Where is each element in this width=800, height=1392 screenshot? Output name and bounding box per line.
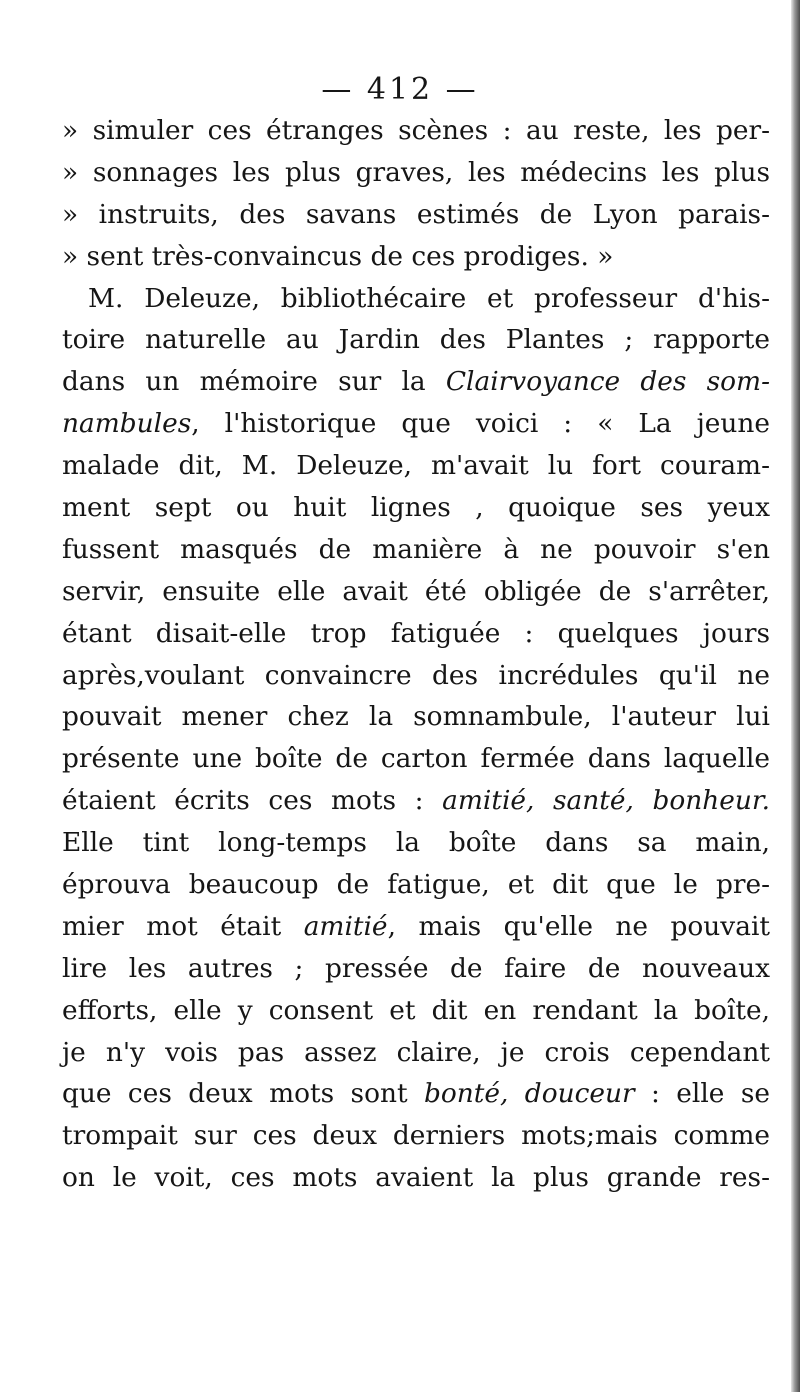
- text-segment: » sent très-convaincus de ces prodiges. »: [62, 240, 614, 272]
- text-segment: présente une boîte de carton fermée dans laquelle: [62, 743, 770, 775]
- text-segment: ment sept ou huit lignes , quoique ses yeux: [62, 492, 770, 524]
- text-segment: pouvait mener chez la somnambule, l'auteur lui: [62, 701, 770, 733]
- text-segment: , mais qu'elle ne pouvait: [387, 910, 770, 942]
- text-line: [62, 696, 770, 738]
- text-segment: » sonnages les plus graves, les médecins les plus: [62, 156, 770, 188]
- text-line: [62, 278, 770, 320]
- text-segment: fussent masqués de manière à ne pouvoir s'en: [62, 533, 770, 565]
- italic-text-segment: nambules: [62, 408, 192, 440]
- page-number: — 412 —: [321, 72, 479, 107]
- page-edge: [791, 0, 800, 1392]
- text-line: [62, 236, 770, 278]
- text-segment: on le voit, ces mots avaient la plus grande res-: [62, 1162, 770, 1194]
- italic-text-segment: amitié, santé, bonheur.: [442, 785, 770, 817]
- text-line: [62, 1032, 770, 1074]
- text-line: [62, 403, 770, 445]
- text-segment: » simuler ces étranges scènes : au reste, les per-: [62, 115, 770, 146]
- text-segment: trompait sur ces deux derniers mots;mais comme: [62, 1120, 770, 1152]
- text-segment: , l'historique que voici : « La jeune: [191, 408, 770, 440]
- text-line: [62, 990, 770, 1032]
- text-line: [62, 194, 770, 236]
- text-segment: étaient écrits ces mots :: [62, 785, 443, 817]
- text-line: [62, 1073, 770, 1115]
- text-line: [62, 822, 770, 864]
- text-segment: servir, ensuite elle avait été obligée de s'arrêter,: [62, 575, 770, 607]
- text-segment: je n'y vois pas assez claire, je crois cependant: [62, 1036, 770, 1068]
- text-line: [62, 361, 770, 403]
- text-segment: : elle se: [634, 1078, 770, 1110]
- text-line: [62, 906, 770, 948]
- italic-text-segment: amitié: [303, 910, 388, 942]
- text-line: [62, 613, 770, 655]
- text-line: [62, 780, 770, 822]
- text-segment: que ces deux mots sont: [62, 1078, 424, 1110]
- text-line: [62, 319, 770, 361]
- text-line: [62, 948, 770, 990]
- italic-text-segment: Clairvoyance des som-: [445, 366, 770, 398]
- text-line: [62, 529, 770, 571]
- text-segment: lire les autres ; pressée de faire de nouveaux: [62, 952, 770, 984]
- text-segment: malade dit, M. Deleuze, m'avait lu fort couram-: [62, 450, 770, 482]
- text-line: [62, 152, 770, 194]
- text-line: [62, 738, 770, 780]
- text-segment: dans un mémoire sur la: [62, 366, 446, 398]
- text-line: [62, 487, 770, 529]
- body-text: [62, 110, 770, 1199]
- text-segment: étant disait-elle trop fatiguée : quelques jours: [62, 617, 770, 649]
- text-line: [62, 1115, 770, 1157]
- text-segment: M. Deleuze, bibliothécaire et professeur d'his-: [88, 282, 770, 314]
- text-line: [62, 655, 770, 697]
- text-line: [62, 864, 770, 906]
- text-line: [62, 571, 770, 613]
- text-segment: Elle tint long-temps la boîte dans sa main,: [62, 827, 770, 859]
- text-segment: » instruits, des savans estimés de Lyon parais-: [62, 198, 770, 230]
- text-line: [62, 110, 770, 152]
- text-line: [62, 445, 770, 487]
- text-line: [62, 1157, 770, 1199]
- italic-text-segment: bonté, douceur: [424, 1078, 635, 1110]
- text-segment: éprouva beaucoup de fatigue, et dit que le pre-: [62, 869, 770, 901]
- text-segment: après,voulant convaincre des incrédules qu'il ne: [62, 659, 770, 691]
- text-segment: toire naturelle au Jardin des Plantes ; rapporte: [62, 324, 770, 356]
- text-segment: mier mot était: [62, 910, 304, 942]
- text-segment: efforts, elle y consent et dit en rendant la boîte,: [62, 994, 770, 1026]
